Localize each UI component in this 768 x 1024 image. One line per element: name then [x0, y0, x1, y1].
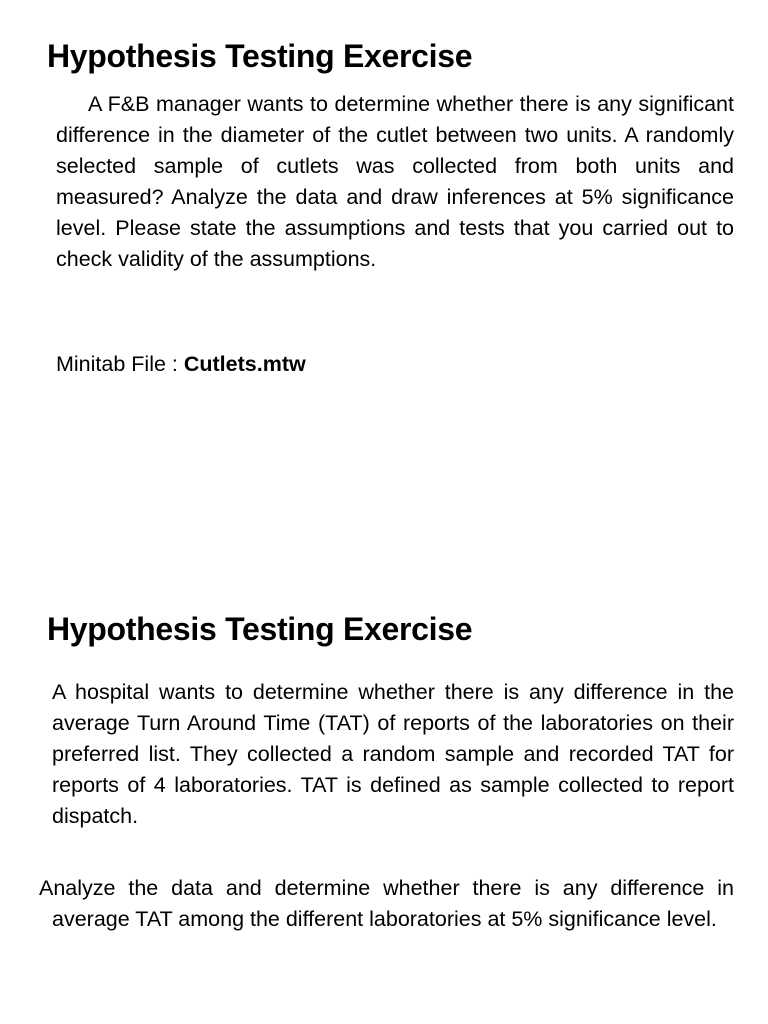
slide-1-problem-paragraph: A F&B manager wants to determine whether there is any significant difference in the diameter of the cutlet between two units. A randomly selected sample of cutlets was collected from both units and measured? Analyze the data and draw inferences at 5% significance level. Please state the assumptions and tests that you carried out to check validity of the assumptions. — [56, 92, 734, 271]
minitab-file-line — [56, 349, 306, 380]
minitab-file-name: Cutlets.mtw — [183, 352, 306, 376]
slide-1-title: Hypothesis Testing Exercise — [47, 38, 473, 74]
slide-2-task-paragraph: Analyze the data and determine whether there is any difference in average TAT among the different laboratories at 5% significance level. — [39, 876, 734, 931]
minitab-file-label: Minitab File : — [56, 352, 184, 376]
slide-2-title: Hypothesis Testing Exercise — [47, 611, 473, 647]
slide-2-problem-paragraph: A hospital wants to determine whether there is any difference in the average Turn Around Time (TAT) of reports of the laboratories on their preferred list. They collected a random sample and recorded TAT for reports of 4 laboratories. TAT is defined as sample collected to report dispatch. — [52, 680, 734, 828]
